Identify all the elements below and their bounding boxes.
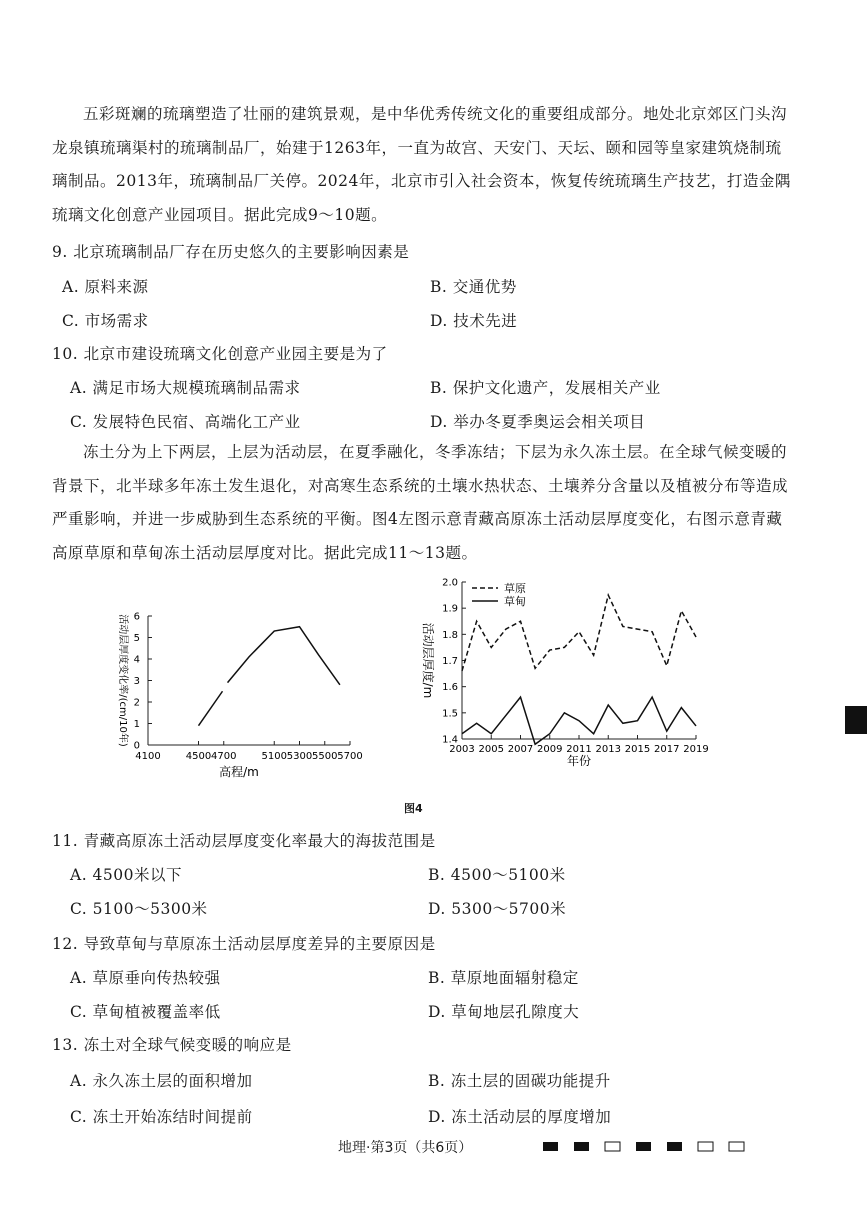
y-tick-label: 1.4 bbox=[442, 734, 458, 746]
data-line bbox=[199, 691, 223, 725]
marker-box bbox=[667, 1142, 682, 1151]
passage-glazed-tile: 五彩斑斓的琉璃塑造了壮丽的建筑景观，是中华优秀传统文化的重要组成部分。地处北京郊区门头沟龙泉镇琉璃渠村的琉璃制品厂，始建于1263年，一直为故宫、天安门、天坛、颐和园等皇家建筑烧制琉璃制品。2013年，琉璃制品厂关停。2024年，北京市引入社会资本，恢复传统琉璃生产技艺，打造金隅琉璃文化创意产业园项目。据此完成9～10题。 bbox=[52, 105, 791, 224]
legend-label: 草甸 bbox=[504, 595, 526, 608]
answer-marker-boxes bbox=[543, 1141, 753, 1155]
chart-right-group bbox=[421, 578, 709, 769]
y-tick-label: 1.8 bbox=[442, 629, 458, 641]
x-tick-label: 2019 bbox=[683, 744, 709, 755]
question-10-option-c: C. 发展特色民宿、高端化工产业 bbox=[70, 413, 301, 431]
x-tick-label: 2009 bbox=[537, 744, 563, 755]
marker-box bbox=[636, 1142, 651, 1151]
question-10-option-a: A. 满足市场大规模琉璃制品需求 bbox=[70, 379, 301, 397]
question-13-option-a: A. 永久冻土层的面积增加 bbox=[70, 1072, 253, 1090]
y-tick-label: 1.7 bbox=[442, 656, 458, 667]
page-edge-tab bbox=[845, 706, 867, 734]
question-11-option-b: B. 4500～5100米 bbox=[428, 866, 566, 884]
x-tick-label: 2013 bbox=[595, 744, 621, 755]
chart-left-group bbox=[117, 612, 363, 780]
x-tick-label: 4700 bbox=[211, 751, 237, 762]
question-12-option-d: D. 草甸地层孔隙度大 bbox=[428, 1003, 580, 1021]
question-10-option-b: B. 保护文化遗产，发展相关产业 bbox=[430, 379, 661, 397]
x-tick-label: 2015 bbox=[624, 744, 651, 755]
question-10-stem: 10. 北京市建设琉璃文化创意产业园主要是为了 bbox=[52, 345, 388, 363]
y-tick-label: 1.6 bbox=[442, 682, 458, 694]
question-12-option-c: C. 草甸植被覆盖率低 bbox=[70, 1003, 221, 1021]
y-tick-label: 0 bbox=[133, 740, 140, 752]
y-tick-label: 6 bbox=[133, 611, 140, 623]
marker-box bbox=[605, 1142, 620, 1151]
question-13-option-b: B. 冻土层的固碳功能提升 bbox=[428, 1072, 611, 1090]
question-12-option-a: A. 草原垂向传热较强 bbox=[70, 969, 221, 987]
figure-caption: 图4 bbox=[404, 802, 423, 815]
marker-box bbox=[574, 1142, 589, 1151]
question-9-stem: 9. 北京琉璃制品厂存在历史悠久的主要影响因素是 bbox=[52, 243, 410, 261]
y-tick-label: 1.5 bbox=[442, 708, 458, 720]
question-11-option-c: C. 5100～5300米 bbox=[70, 900, 208, 918]
x-tick-label: 2003 bbox=[449, 744, 475, 755]
data-line bbox=[228, 627, 340, 685]
x-tick-label: 5300 bbox=[286, 751, 313, 762]
x-tick-label: 2011 bbox=[566, 744, 592, 755]
chart-elevation-change-rate bbox=[100, 572, 390, 792]
y-tick-label: 5 bbox=[133, 633, 140, 644]
y-tick-label: 3 bbox=[133, 676, 140, 687]
y-tick-label: 2.0 bbox=[442, 577, 458, 589]
legend-label: 草原 bbox=[504, 582, 526, 595]
y-tick-label: 1.9 bbox=[442, 603, 458, 615]
marker-box bbox=[698, 1142, 713, 1151]
x-tick-label: 5700 bbox=[337, 751, 363, 762]
question-12-option-b: B. 草原地面辐射稳定 bbox=[428, 969, 579, 987]
y-tick-label: 2 bbox=[133, 697, 140, 709]
question-9-option-c: C. 市场需求 bbox=[62, 312, 149, 330]
y-tick-label: 4 bbox=[133, 654, 140, 666]
x-tick-label: 4100 bbox=[135, 751, 161, 762]
question-9-option-d: D. 技术先进 bbox=[430, 312, 518, 330]
x-tick-label: 2005 bbox=[478, 744, 504, 755]
page-footer: 地理·第3页（共6页） bbox=[338, 1140, 473, 1156]
x-tick-label: 4500 bbox=[185, 751, 212, 762]
marker-box bbox=[543, 1142, 558, 1151]
question-10-option-d: D. 举办冬夏季奥运会相关项目 bbox=[430, 413, 646, 431]
x-tick-label: 2007 bbox=[507, 744, 534, 755]
question-11-stem: 11. 青藏高原冻土活动层厚度变化率最大的海拔范围是 bbox=[52, 832, 436, 850]
question-12-stem: 12. 导致草甸与草原冻土活动层厚度差异的主要原因是 bbox=[52, 935, 436, 953]
question-13-option-c: C. 冻土开始冻结时间提前 bbox=[70, 1108, 253, 1126]
x-tick-label: 2017 bbox=[654, 744, 680, 755]
passage-permafrost: 冻土分为上下两层，上层为活动层，在夏季融化，冬季冻结；下层为永久冻土层。在全球气候变暖的背景下，北半球多年冻土发生退化，对高寒生态系统的土壤水热状态、土壤养分含量以及植被分布等造成严重影响，并进一步威胁到生态系统的平衡。图4左图示意青藏高原冻土活动层厚度变化，右图示意青藏高原草原和草甸冻土活动层厚度对比。据此完成11～13题。 bbox=[52, 443, 789, 562]
y-axis-label: 活动层厚度/m bbox=[421, 622, 435, 699]
question-13-option-d: D. 冻土活动层的厚度增加 bbox=[428, 1108, 612, 1126]
marker-box bbox=[729, 1142, 744, 1151]
x-tick-label: 5500 bbox=[312, 751, 338, 762]
question-11-option-d: D. 5300～5700米 bbox=[428, 900, 567, 918]
x-axis-label: 高程/m bbox=[219, 765, 259, 779]
question-9-option-a: A. 原料来源 bbox=[62, 278, 149, 296]
chart-grassland-meadow-thickness bbox=[410, 572, 730, 792]
question-11-option-a: A. 4500米以下 bbox=[70, 866, 182, 884]
question-9-option-b: B. 交通优势 bbox=[430, 278, 517, 296]
y-tick-label: 1 bbox=[133, 719, 140, 730]
question-13-stem: 13. 冻土对全球气候变暖的响应是 bbox=[52, 1036, 292, 1054]
y-axis-label: 活动层厚度变化率/(cm/10年) bbox=[117, 614, 128, 747]
series-line-草原 bbox=[462, 595, 696, 671]
x-axis-label: 年份 bbox=[566, 754, 592, 768]
x-tick-label: 5100 bbox=[261, 751, 287, 762]
